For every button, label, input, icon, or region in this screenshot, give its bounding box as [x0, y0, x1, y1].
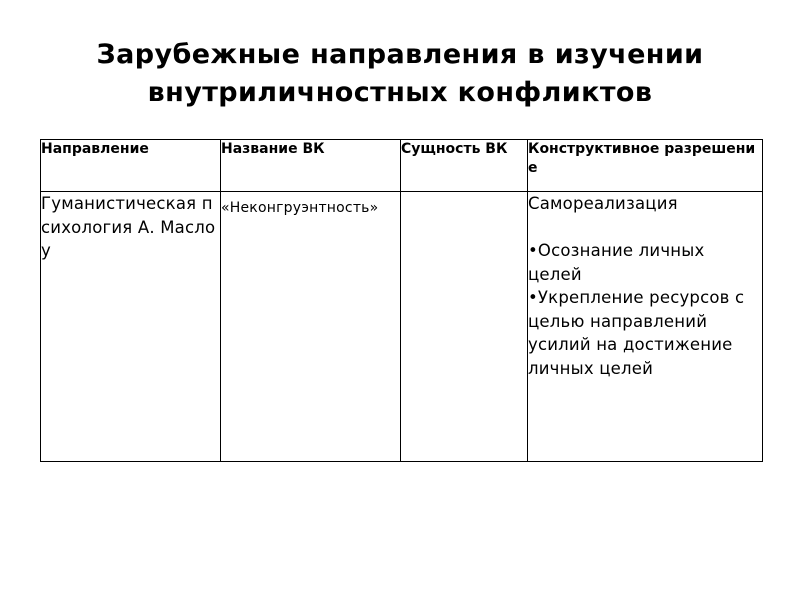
- slide-title-line-2: внутриличностных конфликтов: [147, 77, 653, 108]
- header-vk-name: Название ВК: [221, 140, 401, 192]
- cell-resolution: [528, 192, 763, 462]
- cell-direction: Гуманистическая психология А. Маслоу: [41, 192, 221, 462]
- header-resolution: Конструктивное разрешение: [528, 140, 763, 192]
- header-vk-essence: Сущность ВК: [401, 140, 528, 192]
- resolution-item-2: •Укрепление ресурсов с целью направлений усилий на достижение личных целей: [528, 288, 745, 378]
- slide-title: [0, 36, 800, 112]
- slide-title-line-1: Зарубежные направления в изучении: [96, 39, 704, 70]
- resolution-item-1: •Осознание личных целей: [528, 241, 705, 284]
- table-row: [41, 192, 763, 462]
- resolution-spacer: [528, 216, 762, 240]
- header-direction: Направление: [41, 140, 221, 192]
- cell-vk-name: «Неконгруэнтность»: [221, 192, 401, 462]
- cell-vk-essence: [401, 192, 528, 462]
- resolution-heading: Самореализация: [528, 194, 678, 213]
- conflict-directions-table: [40, 139, 763, 462]
- table-header-row: [41, 140, 763, 192]
